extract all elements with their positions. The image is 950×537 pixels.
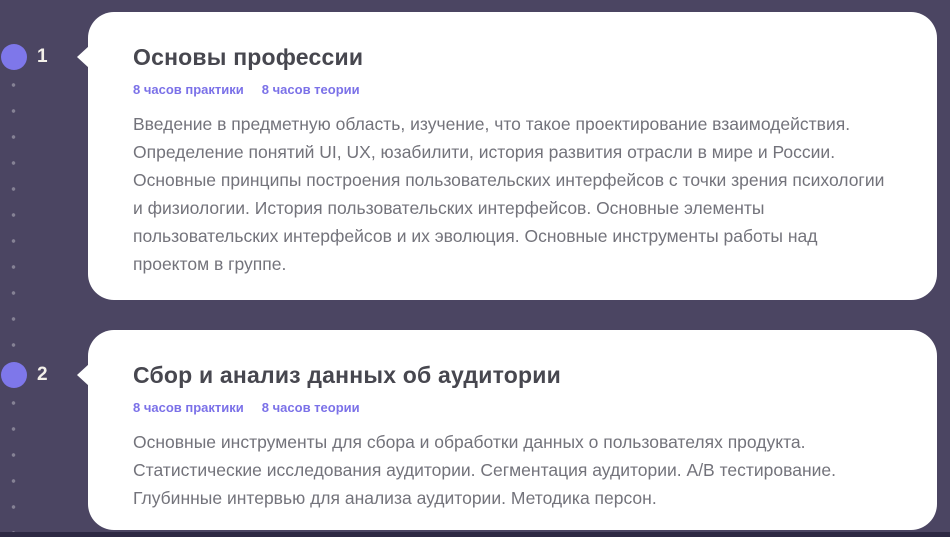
module-description: Основные инструменты для сбора и обработки данных о пользователях продукта. Статистические исследования аудитории. Сегментация аудитории. A/B тестирование. Глубинные интервью для анализа аудитории. Методика персон. [133, 432, 837, 508]
theory-hours-link[interactable]: 8 часов теории [261, 82, 360, 97]
timeline-dotted-line [11, 390, 16, 537]
module-card [88, 12, 937, 300]
timeline-marker-dot [1, 44, 27, 70]
timeline-marker-number: 2 [37, 364, 48, 385]
practice-hours-link[interactable]: 8 часов практики [133, 400, 244, 415]
timeline-dotted-line [11, 72, 16, 356]
module-title: Сбор и анализ данных об аудитории [133, 362, 561, 388]
module-description: Введение в предметную область, изучение, что такое проектирование взаимодействия. Определение понятий UI, UX, юзабилити, история развития отрасли в мире и России. Основные принципы построения пользовательских интерфейсов с точки зрения психологии и физиологии. История пользовательских интерфейсов. Основные элементы пользовательских интерфейсов и их эволюция. Основные инструменты работы над проектом в группе. [133, 114, 885, 274]
timeline-marker-2 [1, 362, 48, 388]
module-hours-row [133, 82, 887, 97]
timeline-marker-number: 1 [37, 46, 48, 67]
practice-hours-link[interactable]: 8 часов практики [133, 82, 244, 97]
timeline-marker-dot [1, 362, 27, 388]
module-card [88, 330, 937, 530]
timeline-marker-1 [1, 44, 48, 70]
card-arrow-pointer [77, 364, 89, 386]
module-hours-row [133, 400, 887, 415]
bottom-section-edge [0, 532, 950, 537]
theory-hours-link[interactable]: 8 часов теории [261, 400, 360, 415]
card-arrow-pointer [77, 46, 89, 68]
module-title: Основы профессии [133, 44, 364, 70]
